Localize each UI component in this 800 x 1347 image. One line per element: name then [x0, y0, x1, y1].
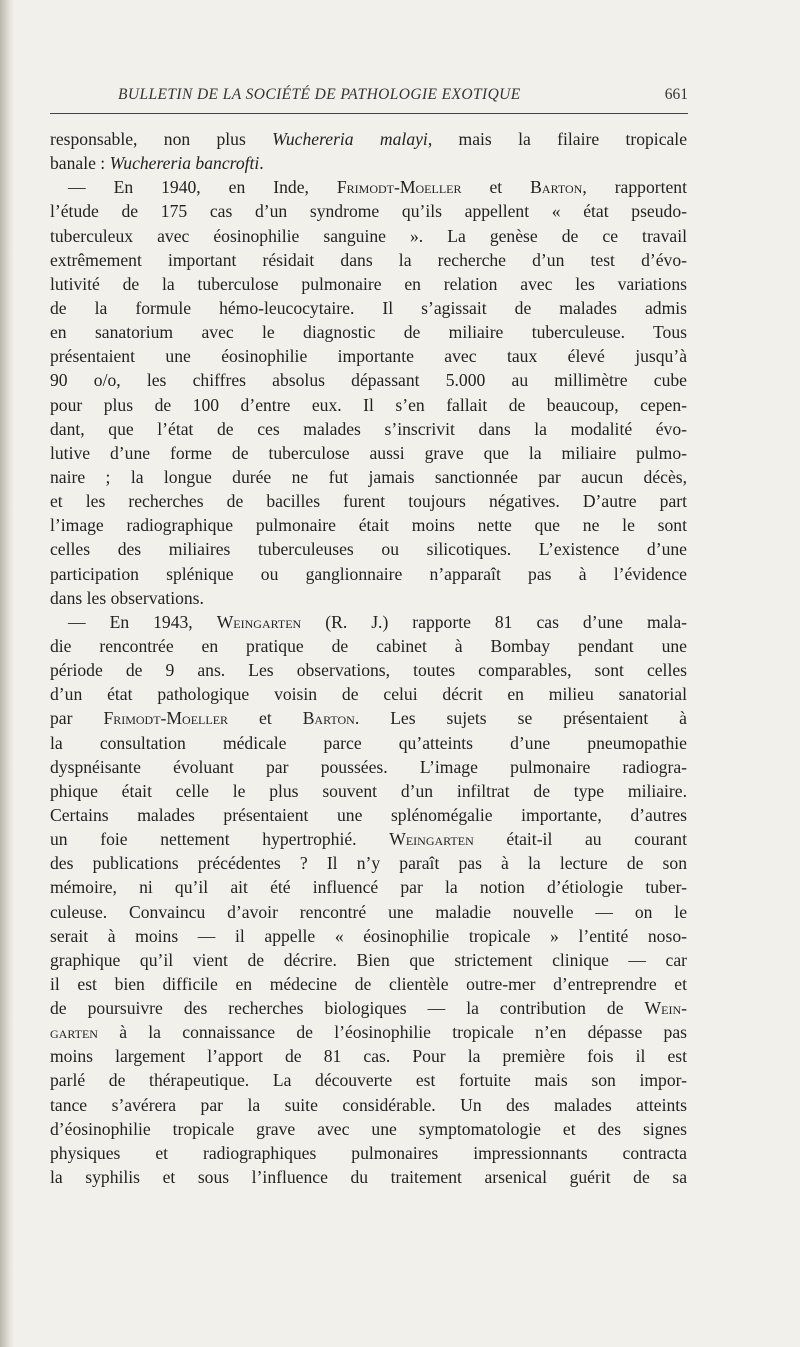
text-segment: des publications précédentes ? Il n’y paraît pas à la lecture de son: [50, 853, 687, 874]
text-segment: physiques et radiographiques pulmonaires impressionnants contracta: [50, 1142, 687, 1163]
page-edge-shadow: [0, 0, 14, 1347]
text-line: [50, 199, 687, 223]
text-segment: extrêmement important résidait dans la recherche d’un test d’évo-: [50, 249, 687, 270]
header-rule: [50, 113, 688, 114]
text-segment: dant, que l’état de ces malades s’inscrivit dans la modalité évo-: [50, 418, 687, 439]
text-line: [50, 586, 687, 610]
text-segment: moins largement l’apport de 81 cas. Pour la première fois il est: [50, 1046, 687, 1067]
text-line: [50, 537, 687, 561]
text-segment: — En 1940, en Inde,: [68, 177, 337, 198]
text-line: [50, 851, 687, 875]
text-segment: et: [228, 708, 303, 729]
text-line: [50, 272, 687, 296]
text-segment: mémoire, ni qu’il ait été influencé par la notion d’étiologie tuber-: [50, 877, 687, 898]
text-segment: celles des miliaires tuberculeuses ou silicotiques. L’existence d’une: [50, 539, 687, 560]
text-line: [50, 1141, 687, 1165]
text-segment: .: [259, 153, 264, 174]
text-line: [50, 779, 687, 803]
text-line: [50, 924, 687, 948]
author-name: Frimodt-Moeller: [336, 177, 462, 198]
text-segment: et: [461, 177, 531, 198]
text-segment: la syphilis et sous l’influence du traitement arsenical guérit de sa: [50, 1167, 687, 1188]
text-segment: l’image radiographique pulmonaire était moins nette que ne le sont: [50, 515, 687, 536]
text-segment: serait à moins — il appelle « éosinophilie tropicale » l’entité noso-: [50, 925, 687, 946]
text-line: [50, 706, 687, 730]
text-line: [50, 151, 687, 175]
text-segment: 90 o/o, les chiffres absolus dépassant 5.000 au millimètre cube: [50, 370, 687, 391]
text-segment: en sanatorium avec le diagnostic de miliaire tuberculeuse. Tous: [50, 322, 687, 343]
text-segment: graphique qu’il vient de décrire. Bien que strictement clinique — car: [50, 949, 687, 970]
text-line: [50, 948, 687, 972]
species-name: Wuchereria malayi: [272, 129, 428, 149]
text-line: [50, 248, 687, 272]
text-line: [50, 417, 687, 441]
text-segment: (R. J.) rapporte 81 cas d’une mala-: [301, 611, 688, 632]
text-line: [50, 658, 687, 682]
text-line: [50, 441, 687, 465]
text-segment: — En 1943,: [68, 611, 217, 632]
text-segment: de la formule hémo-leucocytaire. Il s’agissait de malades admis: [50, 297, 687, 318]
author-name: garten: [50, 1022, 98, 1043]
text-segment: de poursuivre des recherches biologiques — la contribution de: [50, 998, 645, 1019]
author-name: Weingarten: [389, 829, 474, 850]
text-segment: participation splénique ou ganglionnaire n’apparaît pas à l’évidence: [50, 563, 687, 584]
text-line: [50, 731, 687, 755]
text-line: [50, 875, 687, 899]
text-segment: parlé de thérapeutique. La découverte est fortuite mais son impor-: [50, 1070, 687, 1091]
text-line: [50, 755, 687, 779]
text-segment: dyspnéisante évoluant par poussées. L’image pulmonaire radiogra-: [50, 756, 687, 777]
author-name: Weingarten: [216, 611, 302, 632]
text-segment: lutive d’une forme de tuberculose aussi grave que la miliaire pulmo-: [50, 442, 687, 463]
text-segment: , rapportent: [582, 177, 687, 198]
text-line: [50, 682, 687, 706]
text-line: [50, 513, 687, 537]
text-segment: dans les observations.: [50, 587, 204, 608]
text-line: [50, 1044, 687, 1068]
text-line: [50, 1020, 687, 1044]
article-body: [50, 127, 687, 1189]
text-line: [50, 827, 687, 851]
text-segment: d’un état pathologique voisin de celui décrit en milieu sanatorial: [50, 684, 687, 705]
text-line: [50, 562, 687, 586]
text-line: [50, 465, 687, 489]
text-segment: présentaient une éosinophilie importante avec taux élevé jusqu’à: [50, 346, 687, 367]
text-line: [50, 900, 687, 924]
text-segment: par: [50, 708, 104, 729]
text-line: [50, 320, 687, 344]
text-segment: banale :: [50, 153, 110, 174]
text-segment: die rencontrée en pratique de cabinet à Bombay pendant une: [50, 635, 687, 656]
text-segment: un foie nettement hypertrophié.: [50, 829, 390, 850]
author-name: Barton: [530, 177, 583, 198]
text-line: [50, 296, 687, 320]
text-line: [50, 224, 687, 248]
text-segment: responsable, non plus: [50, 129, 273, 149]
text-line: [50, 972, 687, 996]
text-segment: , mais la filaire tropicale: [427, 129, 688, 149]
text-segment: phique était celle le plus souvent d’un infiltrat de type miliaire.: [50, 780, 687, 801]
text-line: [50, 1117, 687, 1141]
text-segment: tuberculeux avec éosinophilie sanguine ». La genèse de ce travail: [50, 225, 687, 246]
text-line: [50, 1068, 687, 1092]
text-line: [50, 175, 687, 199]
text-line: [50, 368, 687, 392]
text-segment: la consultation médicale parce qu’atteints d’une pneumopathie: [50, 732, 687, 753]
text-segment: culeuse. Convaincu d’avoir rencontré une maladie nouvelle — on le: [50, 901, 687, 922]
text-line: [50, 1165, 687, 1189]
text-segment: et les recherches de bacilles furent toujours négatives. D’autre part: [50, 491, 687, 512]
text-line: [50, 610, 687, 634]
text-line: [50, 634, 687, 658]
author-name: Wein-: [644, 998, 687, 1019]
text-segment: il est bien difficile en médecine de clientèle outre-mer d’entreprendre et: [50, 973, 687, 994]
text-segment: naire ; la longue durée ne fut jamais sanctionnée par aucun décès,: [50, 466, 687, 487]
text-segment: pour plus de 100 d’entre eux. Il s’en fallait de beaucoup, cepen-: [50, 394, 687, 415]
author-name: Barton: [302, 708, 355, 729]
journal-title: BULLETIN DE LA SOCIÉTÉ DE PATHOLOGIE EXOTIQUE: [118, 86, 521, 103]
text-line: [50, 127, 687, 151]
text-line: [50, 489, 687, 513]
text-line: [50, 1093, 687, 1117]
text-line: [50, 803, 687, 827]
species-name: Wuchereria bancrofti: [109, 153, 260, 174]
text-segment: période de 9 ans. Les observations, toutes comparables, sont celles: [50, 660, 687, 681]
text-segment: . Les sujets se présentaient à: [354, 708, 687, 729]
author-name: Frimodt-Moeller: [103, 708, 229, 729]
text-line: [50, 344, 687, 368]
text-segment: tance s’avérera par la suite considérable. Un des malades atteints: [50, 1094, 687, 1115]
text-segment: l’étude de 175 cas d’un syndrome qu’ils appellent « état pseudo-: [50, 201, 687, 222]
text-line: [50, 996, 687, 1020]
text-segment: à la connaissance de l’éosinophilie tropicale n’en dépasse pas: [97, 1022, 687, 1043]
page-number: 661: [664, 86, 688, 103]
text-segment: Certains malades présentaient une splénomégalie importante, d’autres: [50, 804, 687, 825]
text-segment: d’éosinophilie tropicale grave avec une symptomatologie et des signes: [50, 1118, 687, 1139]
text-line: [50, 393, 687, 417]
text-segment: était-il au courant: [473, 829, 687, 850]
text-segment: lutivité de la tuberculose pulmonaire en relation avec les variations: [50, 273, 687, 294]
